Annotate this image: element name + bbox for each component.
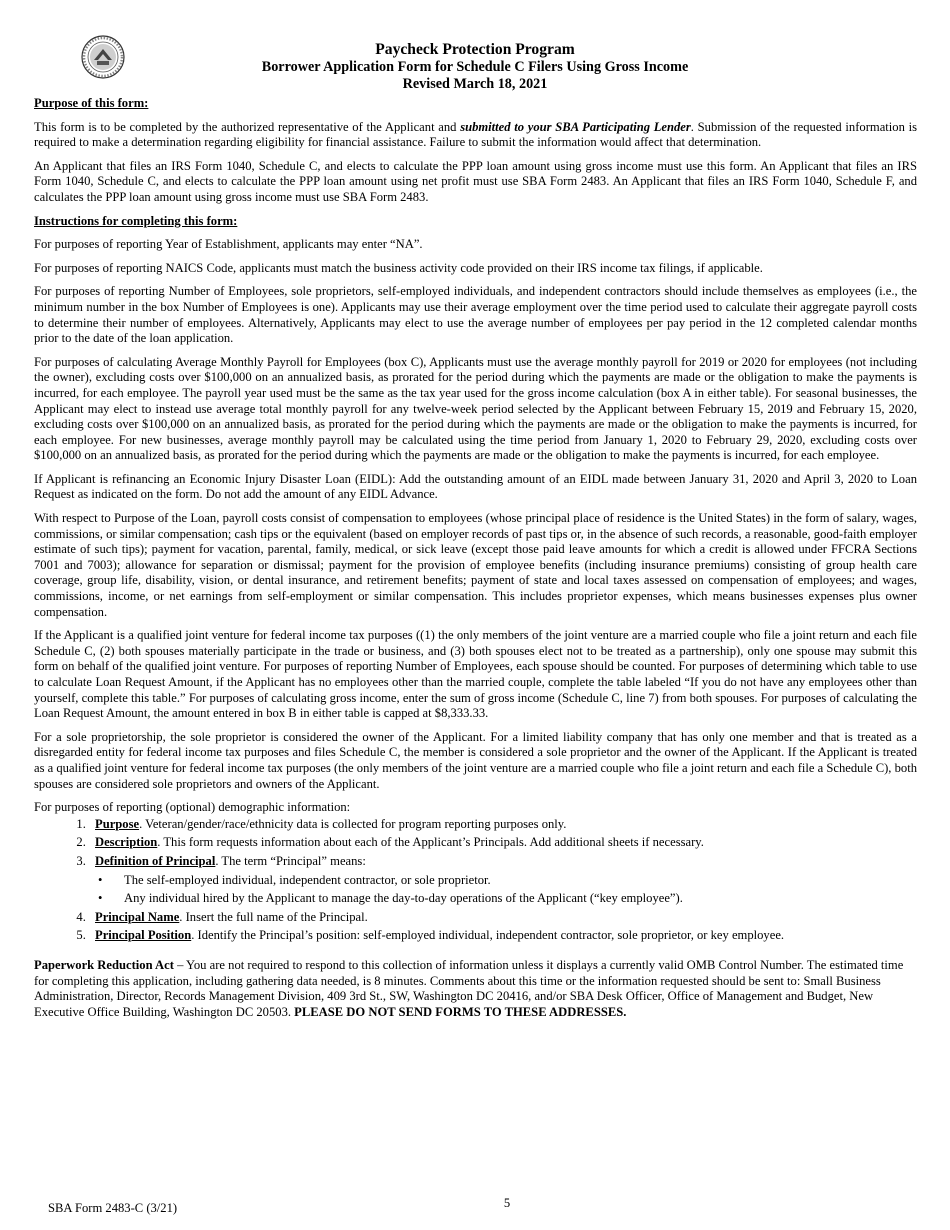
list-item: 5. Principal Position. Identify the Principal’s position: self-employed individual, independent contractor, sole proprietor, or key employee. [89,928,917,944]
bullet-item: • Any individual hired by the Applicant to manage the day-to-day operations of the Applicant (“key employee”). [124,891,917,907]
instructions-heading: Instructions for completing this form: [34,213,238,228]
instruction-paragraph: With respect to Purpose of the Loan, payroll costs consist of compensation to employees (whose principal place of residence is the United States) in the form of salary, wages, commissions, or similar compensation; cash tips or the equivalent (based on employer records of past tips or, in the absence of such records, a reasonable, good-faith employer estimate of such tips); payment for vacation, parental, family, medical, or sick leave (except those paid leave amounts for which a credit is allowed under FFCRA Sections 7001 and 7003); allowance for separation or dismissal; payment for the provision of employee benefits (including insurance premiums) consisting of group health care coverage, group life, disability, vision, or dental insurance, and retirement benefits; payment of state and local taxes assessed on compensation of employees; and wages, commissions, income, or net earnings from self-employment or similar compensation. This includes proprietor expenses, which means businesses expenses plus owner compensation. [34,511,917,619]
form-identifier: SBA Form 2483-C (3/21) [48,1201,178,1215]
bullet-item: • The self-employed individual, independent contractor, or sole proprietor. [124,873,917,889]
list-item: 3. Definition of Principal. The term “Principal” means: • The self-employed individual, independent contractor, or sole proprietor. • Any individual hired by the Applicant to manage the day-to-day operations of the Applicant (“key employee”). [89,854,917,907]
page-number: 5 [503,1196,511,1210]
instruction-paragraph: For purposes of reporting NAICS Code, applicants must match the business activity code provided on their IRS income tax filings, if applicable. [34,260,763,275]
list-item: 1. Purpose. Veteran/gender/race/ethnicity data is collected for program reporting purposes only. [89,817,917,833]
instruction-paragraph: If Applicant is refinancing an Economic Injury Disaster Loan (EIDL): Add the outstanding amount of an EIDL made between January 31, 2020 and April 3, 2020 to Loan Request as indicated on the form. Do not add the amount of any EIDL Advance. [34,471,917,502]
instruction-paragraph: If the Applicant is a qualified joint venture for federal income tax purposes ((1) the only members of the joint venture are a married couple who file a joint return and each file Schedule C, (2) both spouses materially participate in the trade or business, and (3) both spouses elect not to be treated as a partnership), only one spouse may submit this form on behalf of the qualified joint venture. For purposes of reporting Number of Employees, each spouse should be counted. For purposes of determining which table to use to calculate Loan Request Amount, if the Applicant has no employees other than the married couple, complete the table labeled “If you do not have any employees other than yourself, complete this table.” For purposes of calculating gross income, enter the sum of gross income (Schedule C, line 7) from both spouses. For purposes of calculating the Loan Request Amount, the amount entered in box B in either table is capped at $8,333.33. [34,628,917,721]
purpose-paragraph-2: An Applicant that files an IRS Form 1040, Schedule C, and elects to calculate the PPP loan amount using gross income must use this form. An Applicant that files an IRS Form 1040, Schedule C, and elects to calculate the PPP loan amount using net profit must use SBA Form 2483. An Applicant that files an IRS Form 1040, Schedule F, and calculates the PPP loan amount using gross income must use SBA Form 2483. [34,158,917,204]
demographic-list [34,817,917,944]
instruction-paragraph: For purposes of reporting Number of Employees, sole proprietors, self-employed individuals, and independent contractors should include themselves as employees (i.e., the minimum number in the box Number of Employees is one). Applicants may use their average employment over the time period used to calculate their aggregate payroll costs to determine their number of employees. Alternatively, Applicants may elect to use the average number of employees per pay period in the 12 completed calendar months prior to the date of the loan application. [34,284,917,346]
paperwork-reduction-act: Paperwork Reduction Act – You are not required to respond to this collection of information unless it displays a currently valid OMB Control Number. The estimated time for completing this application, including gathering data needed, is 8 minutes. Comments about this time or the information requested should be sent to: Small Business Administration, Director, Records Management Division, 409 3rd St., SW, Washington DC 20416, and/or SBA Desk Officer, Office of Management and Budget, New Executive Office Building, Washington DC 20503. PLEASE DO NOT SEND FORMS TO THESE ADDRESSES. [34,957,904,1019]
demographic-intro: For purposes of reporting (optional) demographic information: [34,800,351,815]
revision-date: Revised March 18, 2021 [402,76,548,92]
form-header [0,40,950,93]
form-title: Borrower Application Form for Schedule C Filers Using Gross Income [261,59,689,75]
list-item: 2. Description. This form requests information about each of the Applicant’s Principals. Add additional sheets if necessary. [89,835,917,851]
instruction-paragraph: For a sole proprietorship, the sole proprietor is considered the owner of the Applicant. For a limited liability company that has only one member and that is treated as a disregarded entity for federal income tax purposes and files Schedule C, the member is considered a sole proprietor and the owner of the Applicant. If the Applicant is treated as a qualified joint venture for federal income tax purposes (the only members of the joint venture are a married couple who file a joint return and each file a Schedule C), both spouses are considered sole proprietors and owners of the Applicant. [34,729,917,791]
instruction-paragraph: For purposes of reporting Year of Establishment, applicants may enter “NA”. [34,237,423,252]
list-item: 4. Principal Name. Insert the full name of the Principal. [89,910,917,926]
principal-definition-list [95,873,917,907]
purpose-heading: Purpose of this form: [34,96,149,110]
form-body [34,96,917,1028]
instruction-paragraph: For purposes of calculating Average Monthly Payroll for Employees (box C), Applicants must use the average monthly payroll for 2019 or 2020 for employees (not including the owner), excluding costs over $100,000 on an annualized basis, as prorated for the period during which the payments are made or the obligation to make the payments is incurred, for each employee. The payroll year used must be the same as the tax year used for the gross income calculation (box A in either table). For seasonal businesses, the Applicant may elect to instead use average total monthly payroll for any twelve-week period selected by the Applicant between February 15, 2019 and February 15, 2020, excluding costs over $100,000 on an annualized basis, as prorated for the period during which the payments are made or the obligation to make the payments is incurred, for each employee. For new businesses, average monthly payroll may be calculated using the time period from January 1, 2020 to February 29, 2020, excluding costs over $100,000 on an annualized basis, as prorated for the period during which the payments are made or the obligation to make the payments is incurred, for each employee. [34,354,917,463]
program-title: Paycheck Protection Program [375,41,575,58]
purpose-paragraph-1: This form is to be completed by the authorized representative of the Applicant and submitted to your SBA Participating Lender. Submission of the requested information is required to make a determination regarding eligibility for financial assistance. Failure to submit the information would affect that determination. [34,119,917,150]
